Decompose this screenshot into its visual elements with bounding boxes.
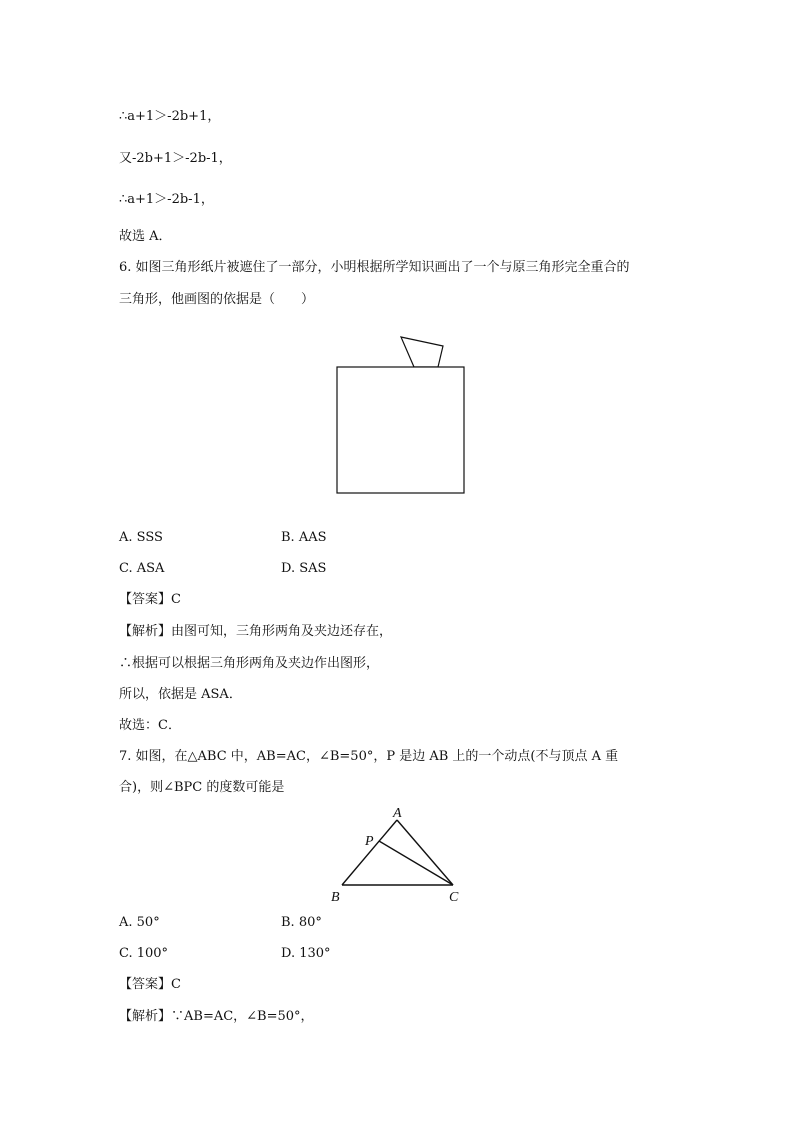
q6-stem-line-1: 6. 如图三角形纸片被遮住了一部分，小明根据所学知识画出了一个与原三角形完全重合的 (119, 260, 630, 275)
solution-choice: 故选 A． (119, 229, 172, 244)
segment-pc (379, 841, 453, 885)
q6-covered-triangle-figure (330, 332, 470, 502)
q6-analysis-line-3: 所以，依据是 ASA． (119, 687, 242, 702)
q7-option-b: B. 80° (281, 915, 322, 930)
solution-line-2: 又-2b+1＞-2b-1， (119, 151, 232, 166)
q6-analysis-line-1: 【解析】由图可知，三角形两角及夹边还存在， (119, 624, 393, 639)
q7-stem-line-2: 合)，则∠BPC 的度数可能是 (119, 780, 285, 795)
q7-answer: 【答案】C (119, 977, 181, 992)
label-c: C (449, 890, 459, 905)
q6-option-a: A. SSS (119, 530, 163, 545)
q7-stem-line-1: 7. 如图，在△ABC 中，AB=AC，∠B=50°，P 是边 AB 上的一个动点(不与顶点 A 重 (119, 749, 619, 764)
triangle-visible-part (401, 337, 443, 367)
q6-answer: 【答案】C (119, 592, 181, 607)
q7-option-a: A. 50° (119, 915, 160, 930)
cover-square (337, 367, 464, 493)
q6-analysis-line-4: 故选：C． (119, 718, 181, 733)
solution-line-1: ∴a+1＞-2b+1， (119, 109, 221, 124)
label-p: P (365, 834, 374, 849)
q7-triangle-figure (325, 800, 470, 910)
q7-option-c: C. 100° (119, 946, 169, 961)
q6-option-b: B. AAS (281, 530, 327, 545)
q7-analysis-line-1: 【解析】∵AB=AC，∠B=50°， (119, 1009, 314, 1024)
label-b: B (331, 890, 340, 905)
label-a: A (393, 806, 402, 821)
q6-stem-line-2: 三角形，他画图的依据是（ ） (119, 292, 315, 307)
q7-option-d: D. 130° (281, 946, 331, 961)
side-ab (342, 820, 397, 885)
q6-option-c: C. ASA (119, 561, 165, 576)
side-ac (397, 820, 453, 885)
solution-line-3: ∴a+1＞-2b-1， (119, 192, 214, 207)
q6-option-d: D. SAS (281, 561, 327, 576)
q6-analysis-line-2: ∴根据可以根据三角形两角及夹边作出图形， (119, 656, 380, 671)
